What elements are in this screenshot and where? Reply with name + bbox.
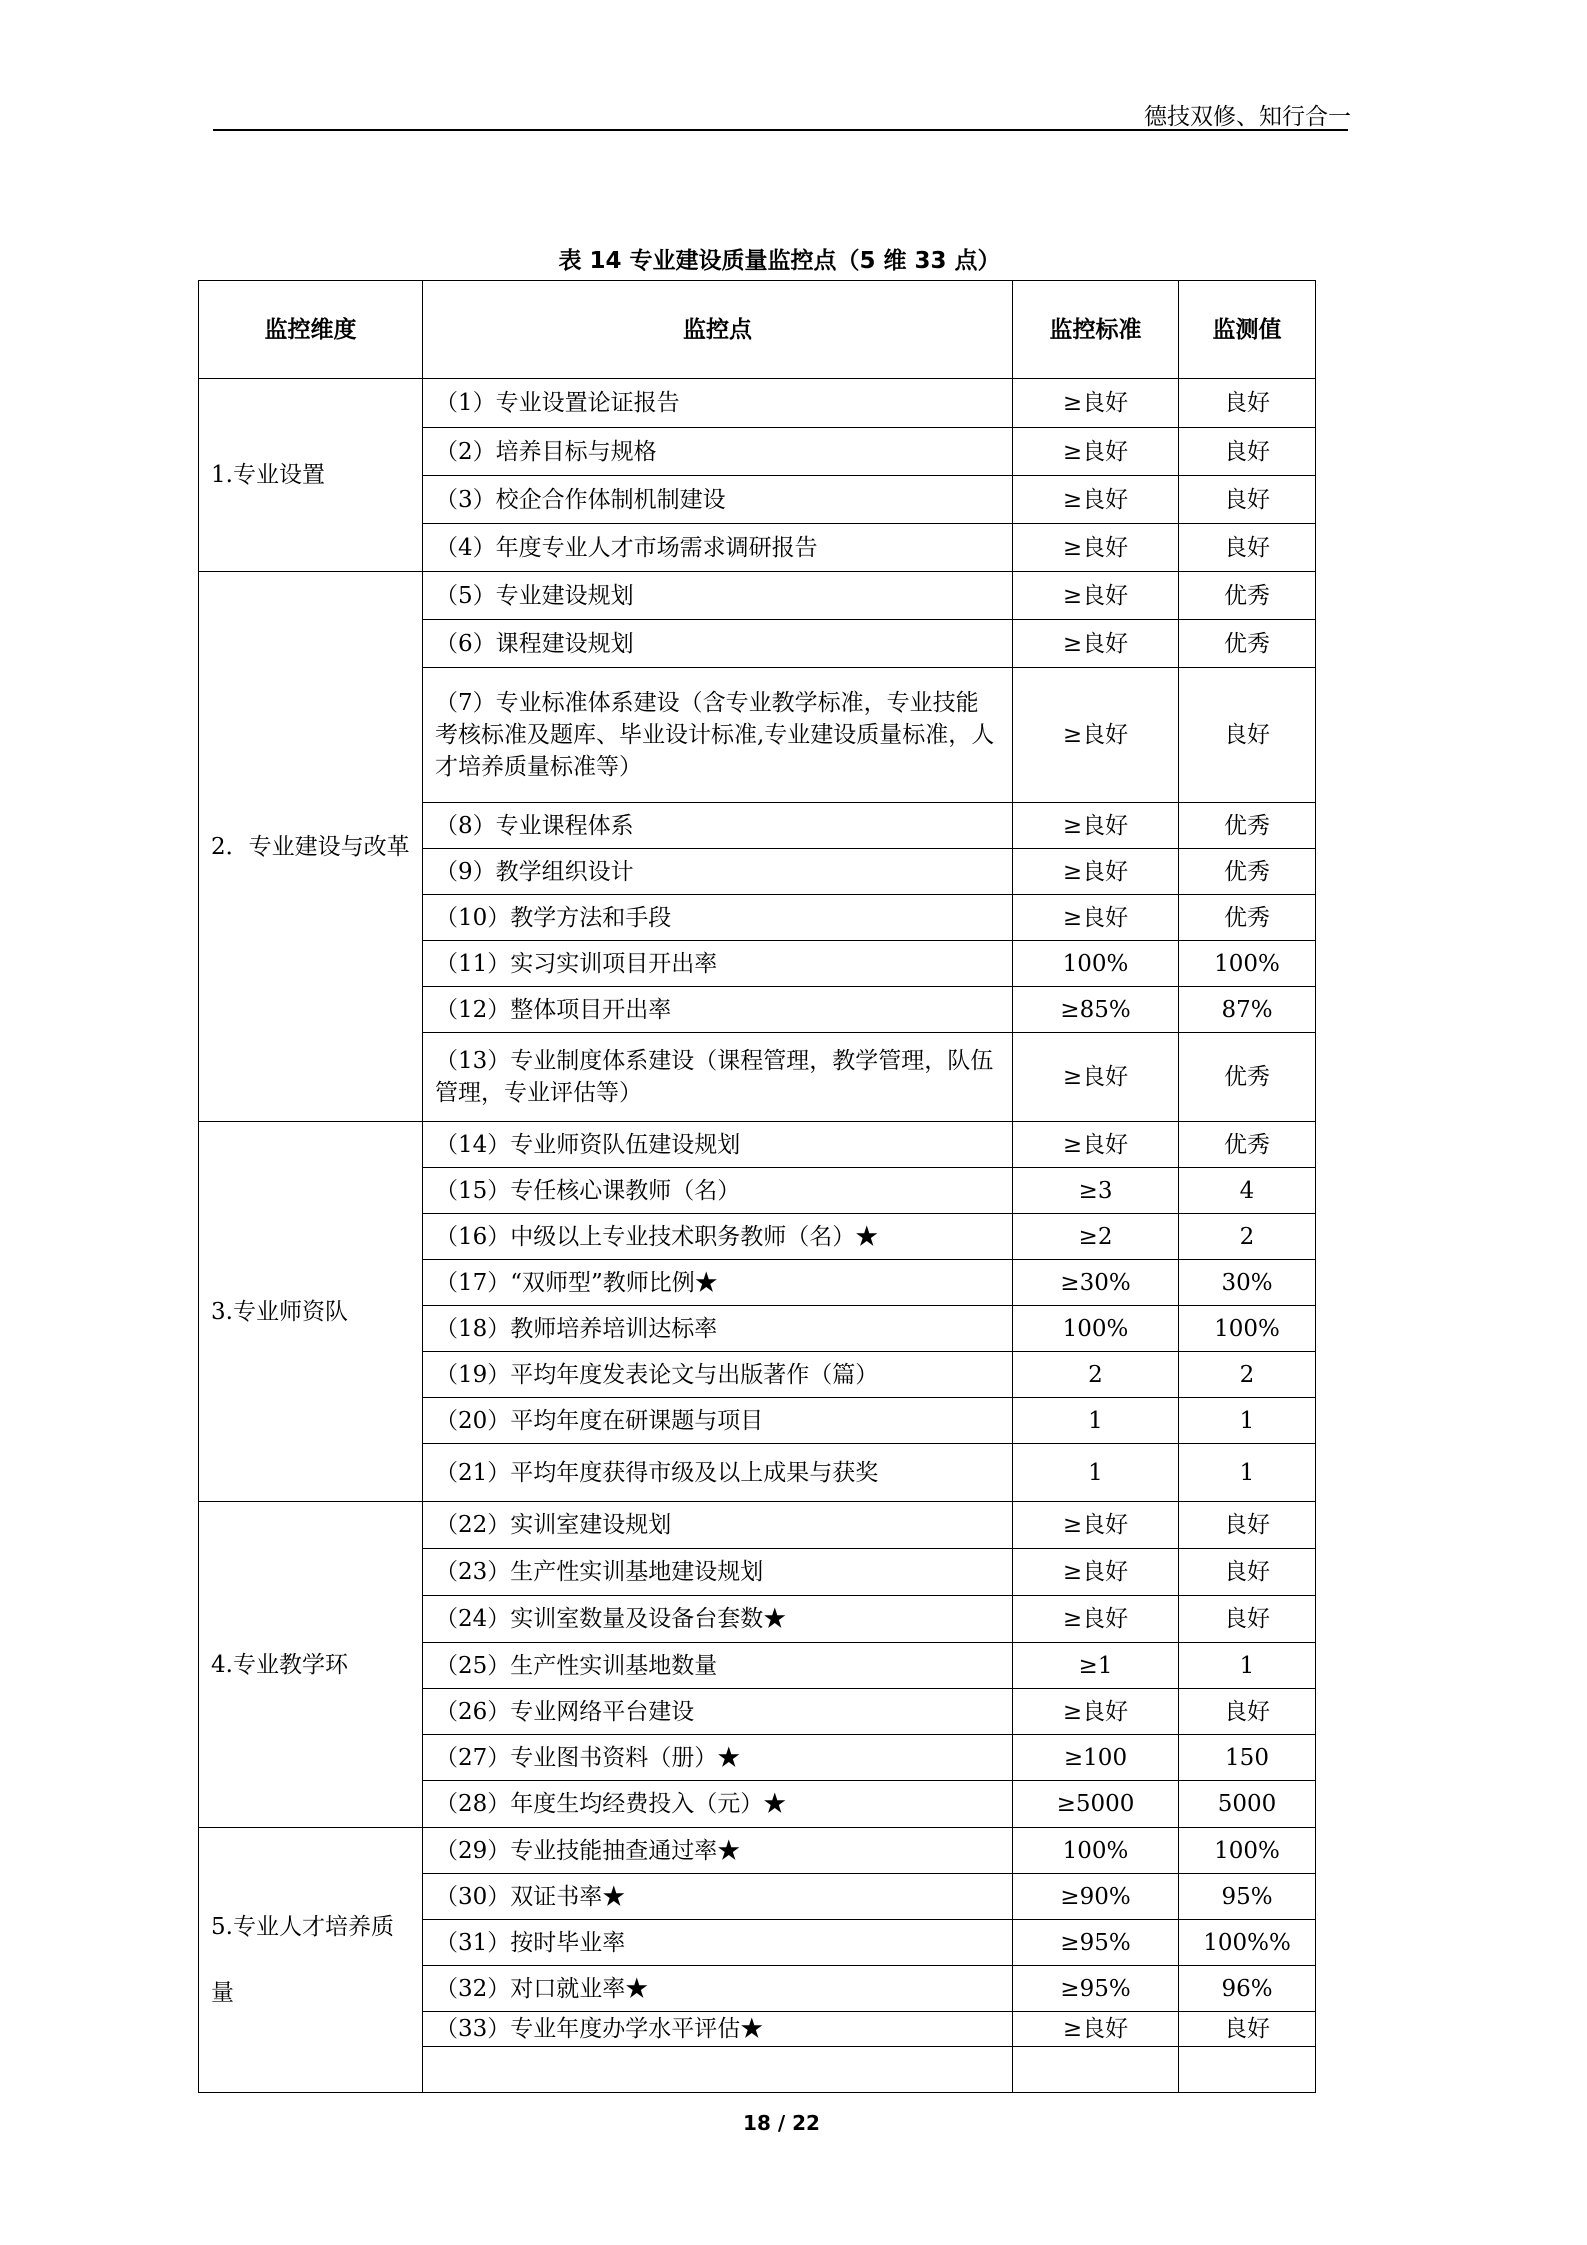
monitoring-standard: ≥良好 xyxy=(1013,849,1179,895)
measured-value: 优秀 xyxy=(1179,572,1316,620)
measured-value: 1 xyxy=(1179,1643,1316,1689)
monitoring-point: （21）平均年度获得市级及以上成果与获奖 xyxy=(423,1444,1013,1502)
monitoring-point: （4）年度专业人才市场需求调研报告 xyxy=(423,524,1013,572)
measured-value: 良好 xyxy=(1179,476,1316,524)
measured-value: 优秀 xyxy=(1179,1122,1316,1168)
monitoring-standard: ≥良好 xyxy=(1013,572,1179,620)
monitoring-standard: ≥良好 xyxy=(1013,1549,1179,1596)
monitoring-point: （31）按时毕业率 xyxy=(423,1920,1013,1966)
monitoring-point: （8）专业课程体系 xyxy=(423,803,1013,849)
monitoring-point: （26）专业网络平台建设 xyxy=(423,1689,1013,1735)
monitoring-point: （22）实训室建设规划 xyxy=(423,1502,1013,1549)
monitoring-point: （24）实训室数量及设备台套数★ xyxy=(423,1596,1013,1643)
monitoring-point: （14）专业师资队伍建设规划 xyxy=(423,1122,1013,1168)
measured-value: 1 xyxy=(1179,1398,1316,1444)
monitoring-point: （17）“双师型”教师比例★ xyxy=(423,1260,1013,1306)
monitoring-standard: ≥良好 xyxy=(1013,1033,1179,1122)
empty-cell xyxy=(423,2047,1013,2093)
monitoring-standard: ≥良好 xyxy=(1013,620,1179,668)
monitoring-point: （32）对口就业率★ xyxy=(423,1966,1013,2012)
dimension-cell: 3.专业师资队 xyxy=(199,1122,423,1502)
measured-value: 150 xyxy=(1179,1735,1316,1781)
measured-value: 1 xyxy=(1179,1444,1316,1502)
dimension-cell: 5.专业人才培养质量 xyxy=(199,1828,423,2093)
measured-value: 优秀 xyxy=(1179,620,1316,668)
measured-value: 100% xyxy=(1179,1306,1316,1352)
monitoring-standard: ≥良好 xyxy=(1013,524,1179,572)
header-divider xyxy=(213,129,1348,131)
monitoring-point: （27）专业图书资料（册）★ xyxy=(423,1735,1013,1781)
column-header-point: 监控点 xyxy=(423,281,1013,379)
measured-value: 良好 xyxy=(1179,1549,1316,1596)
measured-value: 30% xyxy=(1179,1260,1316,1306)
dimension-cell: 1.专业设置 xyxy=(199,379,423,572)
monitoring-standard: ≥良好 xyxy=(1013,2012,1179,2047)
monitoring-standard: ≥5000 xyxy=(1013,1781,1179,1828)
monitoring-point: （15）专任核心课教师（名） xyxy=(423,1168,1013,1214)
monitoring-standard: 100% xyxy=(1013,941,1179,987)
quality-monitoring-table xyxy=(198,280,1316,2093)
monitoring-point: （12）整体项目开出率 xyxy=(423,987,1013,1033)
monitoring-standard: ≥良好 xyxy=(1013,379,1179,428)
monitoring-standard: ≥3 xyxy=(1013,1168,1179,1214)
monitoring-point: （18）教师培养培训达标率 xyxy=(423,1306,1013,1352)
measured-value: 2 xyxy=(1179,1214,1316,1260)
monitoring-standard: ≥90% xyxy=(1013,1874,1179,1920)
measured-value: 良好 xyxy=(1179,1689,1316,1735)
monitoring-standard: ≥良好 xyxy=(1013,1689,1179,1735)
measured-value: 良好 xyxy=(1179,428,1316,476)
monitoring-standard: 1 xyxy=(1013,1398,1179,1444)
measured-value: 良好 xyxy=(1179,524,1316,572)
monitoring-point: （16）中级以上专业技术职务教师（名）★ xyxy=(423,1214,1013,1260)
measured-value: 4 xyxy=(1179,1168,1316,1214)
monitoring-point: （20）平均年度在研课题与项目 xyxy=(423,1398,1013,1444)
monitoring-standard: ≥85% xyxy=(1013,987,1179,1033)
measured-value: 95% xyxy=(1179,1874,1316,1920)
measured-value: 87% xyxy=(1179,987,1316,1033)
measured-value: 良好 xyxy=(1179,1596,1316,1643)
monitoring-standard: ≥1 xyxy=(1013,1643,1179,1689)
monitoring-point: （10）教学方法和手段 xyxy=(423,895,1013,941)
table-row xyxy=(199,1828,1316,1874)
monitoring-standard: ≥良好 xyxy=(1013,803,1179,849)
monitoring-standard: ≥良好 xyxy=(1013,476,1179,524)
measured-value: 96% xyxy=(1179,1966,1316,2012)
monitoring-point: （7）专业标准体系建设（含专业教学标准，专业技能考核标准及题库、毕业设计标准,专业建设质量标准，人才培养质量标准等） xyxy=(423,668,1013,803)
table-row xyxy=(199,572,1316,620)
page-number: 18 / 22 xyxy=(743,2111,820,2135)
monitoring-point: （2）培养目标与规格 xyxy=(423,428,1013,476)
table-caption: 表 14 专业建设质量监控点（5 维 33 点） xyxy=(558,248,1001,274)
monitoring-standard: ≥95% xyxy=(1013,1920,1179,1966)
measured-value: 良好 xyxy=(1179,2012,1316,2047)
monitoring-standard: 100% xyxy=(1013,1828,1179,1874)
monitoring-standard: ≥95% xyxy=(1013,1966,1179,2012)
monitoring-point: （3）校企合作体制机制建设 xyxy=(423,476,1013,524)
monitoring-point: （30）双证书率★ xyxy=(423,1874,1013,1920)
monitoring-standard: ≥良好 xyxy=(1013,1596,1179,1643)
measured-value: 良好 xyxy=(1179,379,1316,428)
measured-value: 2 xyxy=(1179,1352,1316,1398)
empty-cell xyxy=(1013,2047,1179,2093)
monitoring-point: （19）平均年度发表论文与出版著作（篇） xyxy=(423,1352,1013,1398)
measured-value: 优秀 xyxy=(1179,895,1316,941)
dimension-cell: 4.专业教学环 xyxy=(199,1502,423,1828)
monitoring-standard: ≥良好 xyxy=(1013,1502,1179,1549)
monitoring-standard: ≥良好 xyxy=(1013,668,1179,803)
measured-value: 优秀 xyxy=(1179,849,1316,895)
table-row xyxy=(199,1122,1316,1168)
page-header-title: 德技双修、知行合一 xyxy=(1144,104,1351,130)
measured-value: 100% xyxy=(1179,941,1316,987)
measured-value: 良好 xyxy=(1179,1502,1316,1549)
column-header-value: 监测值 xyxy=(1179,281,1316,379)
monitoring-standard: ≥良好 xyxy=(1013,1122,1179,1168)
monitoring-point: （5）专业建设规划 xyxy=(423,572,1013,620)
monitoring-point: （11）实习实训项目开出率 xyxy=(423,941,1013,987)
monitoring-point: （1）专业设置论证报告 xyxy=(423,379,1013,428)
monitoring-point: （23）生产性实训基地建设规划 xyxy=(423,1549,1013,1596)
table-row xyxy=(199,1502,1316,1549)
measured-value: 100% xyxy=(1179,1828,1316,1874)
column-header-dimension: 监控维度 xyxy=(199,281,423,379)
monitoring-standard: 1 xyxy=(1013,1444,1179,1502)
monitoring-standard: ≥100 xyxy=(1013,1735,1179,1781)
column-header-standard: 监控标准 xyxy=(1013,281,1179,379)
dimension-cell: 2．专业建设与改革 xyxy=(199,572,423,1122)
monitoring-point: （9）教学组织设计 xyxy=(423,849,1013,895)
monitoring-standard: ≥30% xyxy=(1013,1260,1179,1306)
monitoring-point: （13）专业制度体系建设（课程管理，教学管理，队伍管理，专业评估等） xyxy=(423,1033,1013,1122)
table-header-row xyxy=(199,281,1316,379)
monitoring-standard: ≥良好 xyxy=(1013,895,1179,941)
monitoring-point: （25）生产性实训基地数量 xyxy=(423,1643,1013,1689)
monitoring-point: （29）专业技能抽查通过率★ xyxy=(423,1828,1013,1874)
monitoring-standard: 2 xyxy=(1013,1352,1179,1398)
measured-value: 5000 xyxy=(1179,1781,1316,1828)
monitoring-standard: 100% xyxy=(1013,1306,1179,1352)
measured-value: 100%% xyxy=(1179,1920,1316,1966)
measured-value: 良好 xyxy=(1179,668,1316,803)
empty-cell xyxy=(1179,2047,1316,2093)
monitoring-point: （33）专业年度办学水平评估★ xyxy=(423,2012,1013,2047)
monitoring-point: （6）课程建设规划 xyxy=(423,620,1013,668)
table-row xyxy=(199,379,1316,428)
monitoring-point: （28）年度生均经费投入（元）★ xyxy=(423,1781,1013,1828)
monitoring-standard: ≥2 xyxy=(1013,1214,1179,1260)
monitoring-standard: ≥良好 xyxy=(1013,428,1179,476)
measured-value: 优秀 xyxy=(1179,803,1316,849)
measured-value: 优秀 xyxy=(1179,1033,1316,1122)
